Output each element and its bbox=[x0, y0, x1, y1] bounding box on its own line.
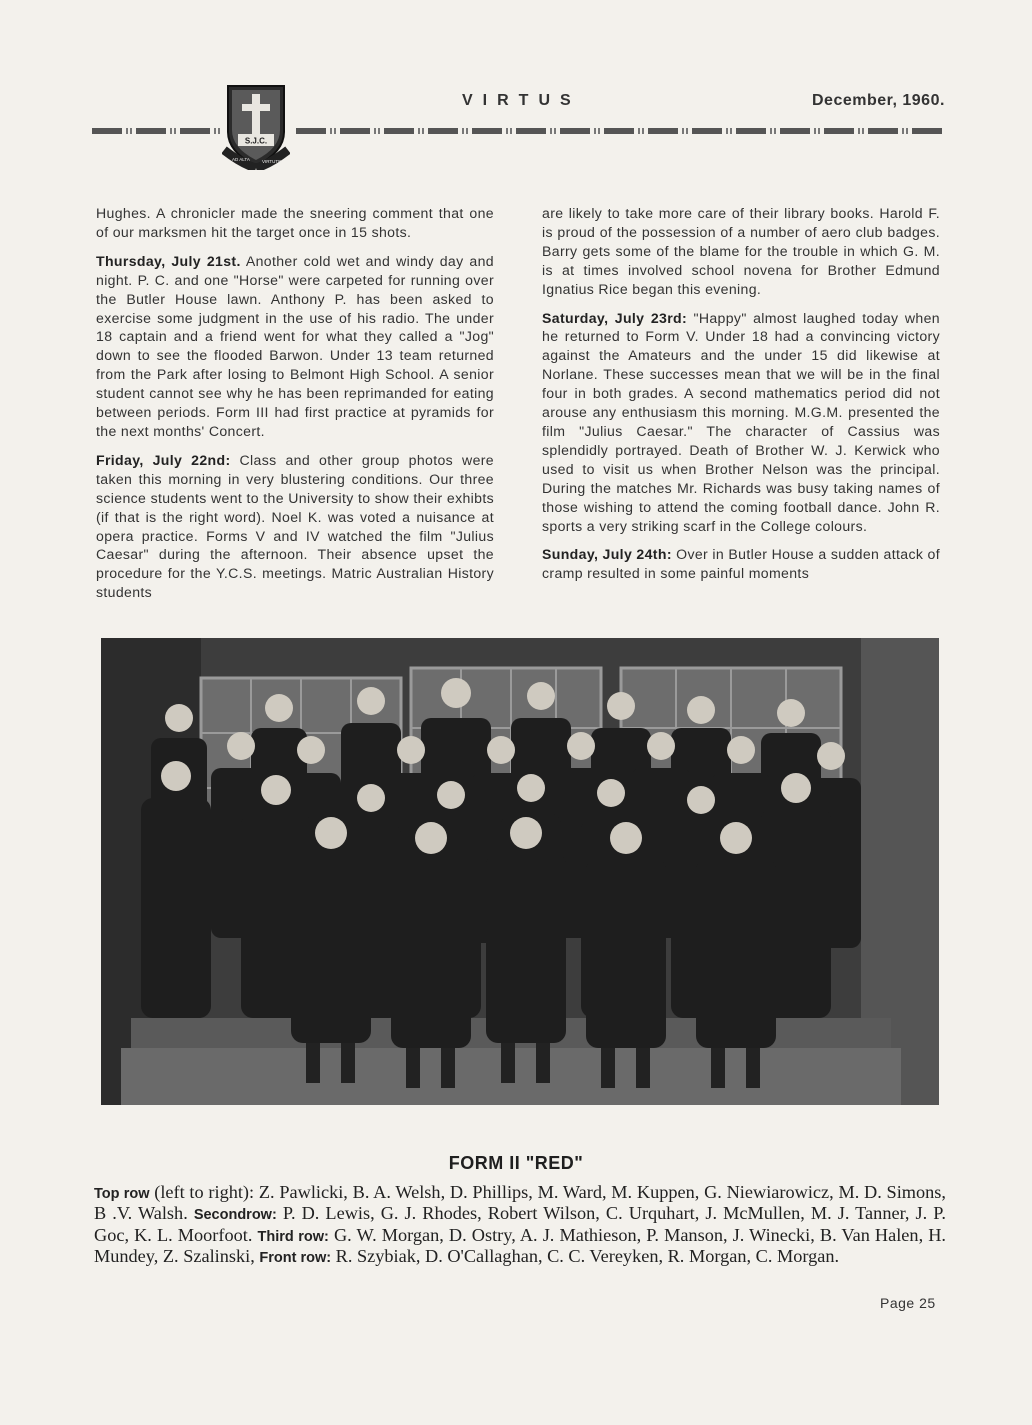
entry-text: Class and other group photos were taken this morning in very blustering conditions. Our three science students went to the University to show their exhibts (if that is the right word). Noel K. was voted a nuisance at opera practice. Forms V and IV watched the film "Julius Caesar" during the afternoon. Their absence upset the procedure for the Y.C.S. meetings. Matric Australian History students bbox=[96, 451, 494, 601]
entry-date-heading: Sunday, July 24th: bbox=[542, 546, 672, 563]
right-paragraph-3 bbox=[542, 545, 940, 583]
caption-row-names: P. D. Lewis, G. J. Rhodes, Robert Wilson, C. Urquhart, J. McMullen, M. J. Tanner, J. P. Goc, K. L. Moorfoot. bbox=[94, 1203, 946, 1245]
left-column bbox=[96, 204, 494, 612]
photo-caption bbox=[94, 1183, 946, 1269]
photo-caption-title: FORM II "RED" bbox=[448, 1153, 584, 1173]
entry-date-heading: Saturday, July 23rd: bbox=[542, 309, 688, 326]
group-photo-illustration bbox=[101, 638, 939, 1105]
caption-row-names: R. Szybiak, D. O'Callaghan, C. C. Vereyken, R. Morgan, C. Morgan. bbox=[331, 1246, 840, 1267]
left-paragraph-2 bbox=[96, 252, 494, 441]
entry-text: Another cold wet and windy day and night. P. C. and one "Horse" were carpeted for running over the Butler House lawn. Anthony P. has been asked to exercise some judgment in the use of his radio. The under 18 captain and a friend went for what they called a "Jog" down to see the flooded Barwon. Under 13 team returned from the Park after losing to Belmont High School. A senior student cannot see why he has been reprimanded for eating between periods. Form III had first practice at pyramids for the next months' Concert. bbox=[96, 252, 494, 439]
entry-date-heading: Friday, July 22nd: bbox=[96, 451, 231, 468]
class-group-photo bbox=[101, 638, 939, 1105]
header-rule-right bbox=[296, 128, 942, 134]
caption-row-label: Front row: bbox=[259, 1250, 332, 1267]
right-column bbox=[542, 204, 940, 593]
page-number: Page 25 bbox=[880, 1295, 936, 1311]
caption-row-label: Third row: bbox=[257, 1228, 329, 1245]
issue-date: December, 1960. bbox=[812, 92, 945, 109]
crest-motto-right: VIRTUTE bbox=[262, 159, 282, 164]
header-rule-left bbox=[92, 128, 220, 134]
left-paragraph-3 bbox=[96, 451, 494, 602]
masthead-title: VIRTUS bbox=[462, 92, 581, 109]
entry-text: "Happy" almost laughed today when he returned to Form V. Under 18 had a convincing victory against the Amateurs and the under 15 did likewise at Norlane. These successes mean that we will be in the final four in both grades. A second mathematics period did not arouse any enthusiasm this morning. M.G.M. presented the film "Julius Caesar." The character of Cassius was splendidly portrayed. Death of Brother W. J. Kerwick who used to visit us when Brother Nelson was the principal. During the matches Mr. Richards was busy taking names of those wishing to attend the coming football dance. John R. sports a very striking scarf in the College colours. bbox=[542, 309, 940, 534]
left-paragraph-1: Hughes. A chronicler made the sneering comment that one of our marksmen hit the target once in 15 shots. bbox=[96, 205, 494, 240]
right-paragraph-1: are likely to take more care of their library books. Harold F. is proud of the possession of a number of aero club badges. Barry gets some of the blame for the trouble in which G. M. is at times involved school novena for Brother Edmund Ignatius Rice began this evening. bbox=[542, 205, 940, 297]
crest-motto-left: AD ALTA bbox=[232, 157, 250, 162]
caption-row-names: (left to right): Z. Pawlicki, B. A. Welsh, D. Phillips, M. Ward, M. Kuppen, G. Niewiarowicz, M. D. Simons, B .V. Walsh. bbox=[94, 1182, 946, 1224]
crest-initials: S.J.C. bbox=[244, 136, 268, 146]
caption-row-names: G. W. Morgan, D. Ostry, A. J. Mathieson, P. Manson, J. Winecki, B. Van Halen, H. Mundey, Z. Szalinski, bbox=[94, 1224, 946, 1267]
caption-row-label: Secondrow: bbox=[193, 1207, 277, 1224]
school-crest-icon bbox=[222, 82, 290, 170]
caption-row-label: Top row bbox=[94, 1186, 150, 1202]
entry-text: Over in Butler House a sudden attack of cramp resulted in some painful moments bbox=[542, 546, 940, 582]
right-paragraph-2 bbox=[542, 309, 940, 536]
entry-date-heading: Thursday, July 21st. bbox=[96, 252, 241, 269]
